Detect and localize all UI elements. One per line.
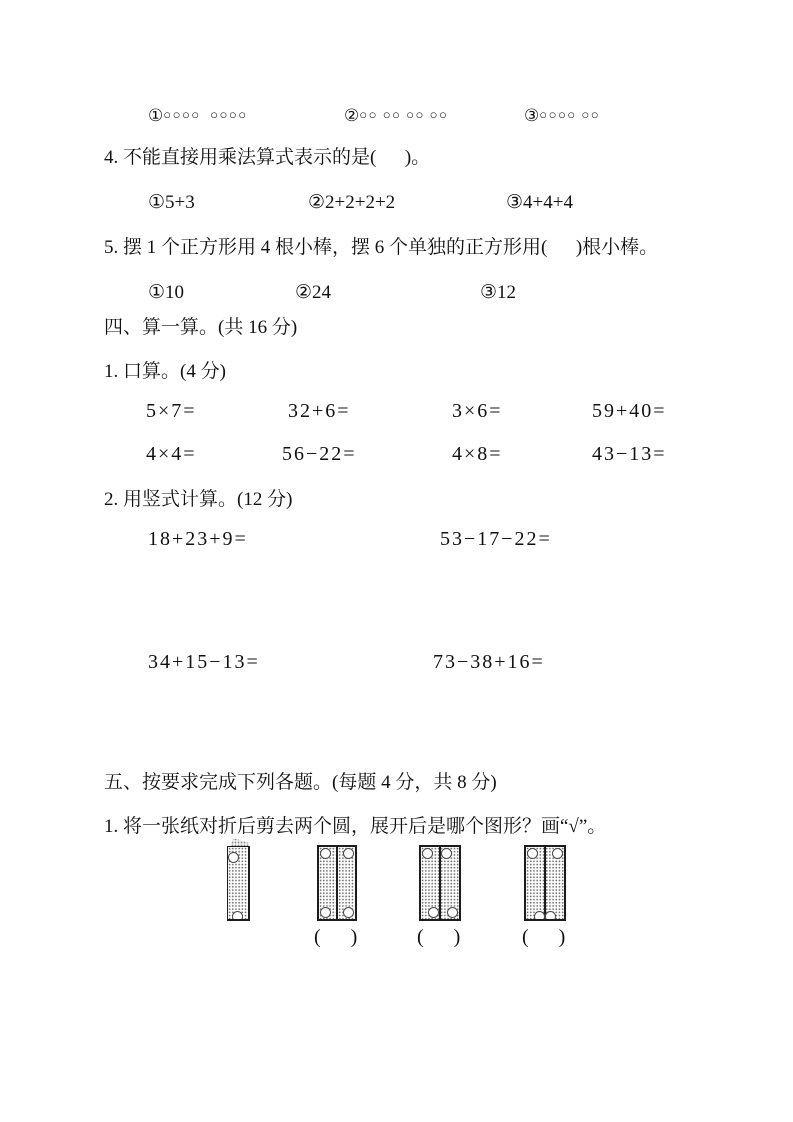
circled-number-3: ③ [524, 106, 540, 125]
q5-stem: 5. 摆 1 个正方形用 4 根小棒，摆 6 个单独的正方形用( )根小棒。 [104, 237, 659, 258]
cut-hole [422, 848, 433, 859]
circle-group: ○○○○ ○○○○ [163, 107, 248, 122]
answer-blank: ( ) [314, 926, 358, 948]
cut-hole [552, 848, 563, 859]
q5-option-2: ②24 [295, 282, 332, 303]
q4-option-2: ②2+2+2+2 [308, 192, 396, 213]
oral-problem: 4×4= [146, 443, 197, 465]
cut-hole [320, 848, 331, 859]
circle-group: ○○○○ ○○ [539, 107, 601, 122]
oral-problem: 3×6= [452, 400, 503, 422]
figure-option-2 [419, 845, 461, 921]
vertical-problem: 34+15−13= [148, 651, 260, 673]
cut-hole [343, 848, 354, 859]
vertical-calc-heading: 2. 用竖式计算。(12 分) [104, 489, 293, 510]
answer-blank: ( ) [522, 926, 566, 948]
cut-hole [232, 911, 243, 921]
circled-number-2: ② [344, 106, 360, 125]
fold-line [439, 847, 441, 919]
q3-option-3 [524, 105, 600, 127]
q3-option-2 [344, 105, 448, 127]
circle-group: ○○ ○○ ○○ ○○ [359, 107, 449, 122]
vertical-problem: 73−38+16= [433, 651, 545, 673]
oral-calc-heading: 1. 口算。(4 分) [104, 361, 226, 382]
cut-hole [343, 907, 354, 918]
cut-hole [527, 848, 538, 859]
cut-hole [428, 907, 439, 918]
oral-problem: 56−22= [282, 443, 357, 465]
figure-folded-paper [227, 846, 250, 921]
section4-heading: 四、算一算。(共 16 分) [104, 317, 298, 338]
figure-option-3 [524, 845, 566, 921]
oral-problem: 59+40= [592, 400, 667, 422]
q5-option-3: ③12 [480, 282, 517, 303]
oral-problem: 32+6= [288, 400, 351, 422]
answer-blank: ( ) [417, 926, 461, 948]
cut-hole [447, 907, 458, 918]
vertical-problem: 18+23+9= [148, 528, 248, 550]
q4-stem: 4. 不能直接用乘法算式表示的是( )。 [104, 147, 431, 168]
cut-hole [534, 911, 545, 921]
circled-number-1: ① [148, 106, 164, 125]
fold-line [336, 847, 338, 919]
fold-line [544, 847, 546, 919]
oral-problem: 43−13= [592, 443, 667, 465]
cut-hole [441, 848, 452, 859]
cut-hole [545, 911, 556, 921]
vertical-problem: 53−17−22= [440, 528, 552, 550]
cut-hole [228, 852, 239, 863]
oral-problem: 4×8= [452, 443, 503, 465]
section5-heading: 五、按要求完成下列各题。(每题 4 分，共 8 分) [104, 772, 497, 793]
cut-hole [320, 907, 331, 918]
q5-option-1: ①10 [148, 282, 185, 303]
section5-q1-stem: 1. 将一张纸对折后剪去两个圆，展开后是哪个图形？画“√”。 [104, 816, 607, 837]
q4-option-3: ③4+4+4 [506, 192, 573, 213]
q4-option-1: ①5+3 [148, 192, 195, 213]
figure-option-1 [317, 845, 357, 921]
q3-option-1 [148, 105, 248, 127]
oral-problem: 5×7= [146, 400, 197, 422]
